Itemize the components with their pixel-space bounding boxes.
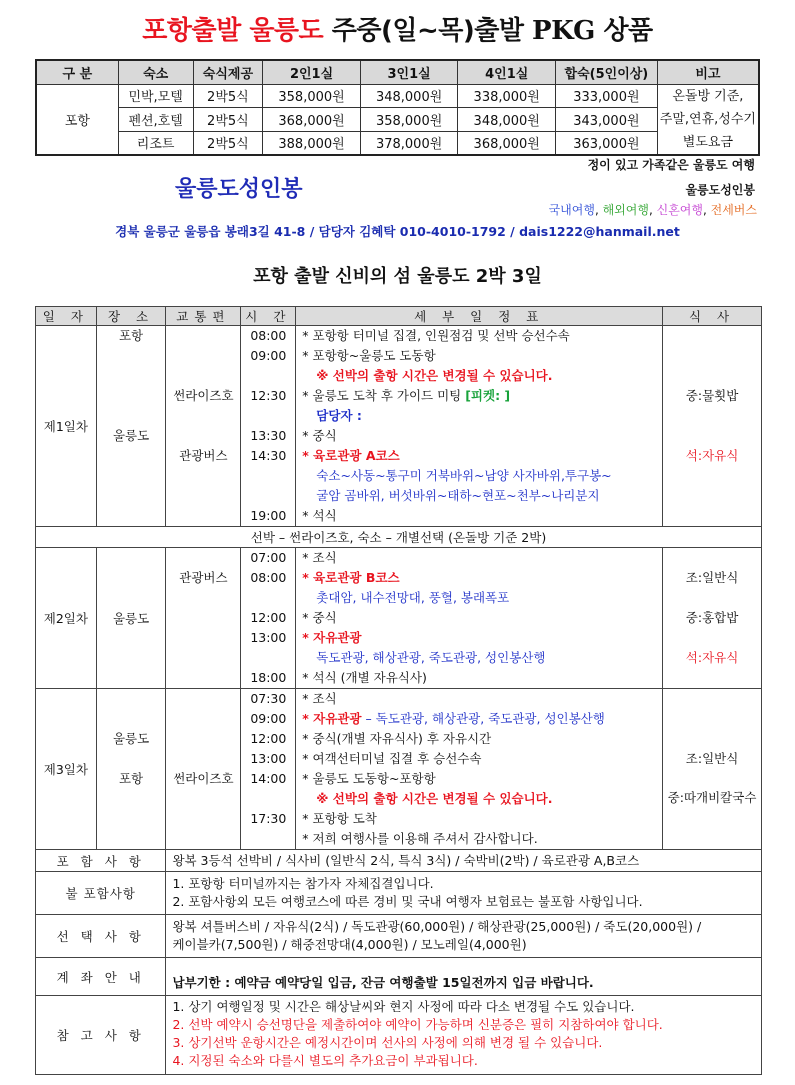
- price-4p: 338,000원: [458, 84, 556, 108]
- meal: 석:자유식: [685, 650, 739, 665]
- detail-line: * 조식: [302, 550, 337, 565]
- price-note-line: 온돌방 기준,: [672, 88, 744, 104]
- account-value: [166, 958, 762, 996]
- price-lodging: 리조트: [118, 131, 193, 155]
- time: 14:30: [250, 448, 287, 463]
- excluded-row: [36, 872, 762, 915]
- meal: 석:자유식: [685, 448, 739, 463]
- price-3p: 378,000원: [360, 131, 458, 155]
- day-row-2: [36, 548, 762, 689]
- price-row: [36, 131, 759, 155]
- schedule-header: 일 자: [36, 307, 97, 326]
- price-lodging: 펜션,호텔: [118, 108, 193, 132]
- service-list: 국내여행, 해외여행, 신혼여행, 전세버스: [548, 203, 757, 217]
- title-part-red: 포항출발 울릉도: [142, 16, 332, 46]
- day1-note-row: [36, 527, 762, 548]
- day-details: [296, 689, 663, 850]
- price-header: 3인1실: [360, 60, 458, 84]
- detail-line: * 저희 여행사를 이용해 주셔서 감사합니다.: [302, 831, 538, 846]
- time: 07:00: [250, 550, 287, 565]
- meal: 조:일반식: [685, 570, 739, 585]
- detail-line: * 석식: [302, 508, 337, 523]
- price-4p: 368,000원: [458, 131, 556, 155]
- info-label: 계 좌 안 내: [36, 958, 166, 996]
- info-text: 2. 선박 예약시 승선명단을 제출하여야 예약이 가능하며 신분증은 필히 지참하여야 합니다.: [172, 1017, 663, 1032]
- time: 13:00: [250, 630, 287, 645]
- price-note: [657, 84, 759, 155]
- itinerary-title: 포항 출발 신비의 섬 울릉도 2박 3일: [253, 266, 542, 287]
- detail-line: * 중식: [302, 428, 337, 443]
- detail-warning: ※ 선박의 출항 시간은 변경될 수 있습니다.: [316, 791, 553, 806]
- info-text: 2. 포함사항외 모든 여행코스에 따른 경비 및 국내 여행자 보험료는 불포함 사항입니다.: [172, 894, 643, 909]
- info-text: 4. 지정된 숙소와 다를시 별도의 추가요금이 부과됩니다.: [172, 1053, 478, 1068]
- price-meals: 2박5식: [193, 84, 263, 108]
- contact-address: 경북 울릉군 울릉읍 봉래3길 41-8 / 담당자 김혜탁 010-4010-1792 / dais1222@hanmail.net: [115, 224, 680, 239]
- price-3p: 358,000원: [360, 108, 458, 132]
- place: 울릉도: [96, 548, 166, 689]
- price-meals: 2박5식: [193, 108, 263, 132]
- price-row: [36, 108, 759, 132]
- service-honeymoon: 신혼여행: [656, 203, 703, 217]
- price-2p: 388,000원: [263, 131, 361, 155]
- time: 13:00: [250, 751, 287, 766]
- time: 13:30: [250, 428, 287, 443]
- day-times: [241, 689, 296, 850]
- price-5p: 333,000원: [556, 84, 658, 108]
- detail-course-stops: – 독도관광, 해상관광, 죽도관광, 성인봉산행: [361, 711, 605, 726]
- detail-course-stops: 숙소~사동~통구미 거북바위~남양 사자바위,투구봉~: [316, 468, 612, 483]
- time: 08:00: [250, 570, 287, 585]
- detail-text: * 울릉도 도착 후 가이드 미팅: [302, 388, 466, 403]
- transport: 썬라이즈호: [173, 388, 234, 403]
- price-meals: 2박5식: [193, 131, 263, 155]
- included-row: [36, 850, 762, 872]
- detail-line: [296, 709, 662, 729]
- schedule-header: 식 사: [663, 307, 762, 326]
- day-transport: [166, 548, 241, 689]
- time: 19:00: [250, 508, 287, 523]
- optional-row: [36, 915, 762, 958]
- price-table: [35, 59, 760, 156]
- time: 14:00: [250, 771, 287, 786]
- price-header: 합숙(5인이상): [556, 60, 658, 84]
- time: 17:30: [250, 811, 287, 826]
- meal: 중:따개비칼국수: [667, 790, 757, 805]
- info-label: 포 함 사 항: [36, 850, 166, 872]
- transport: 관광버스: [179, 448, 228, 463]
- brand-slogan: [588, 153, 755, 203]
- place: 포항: [118, 771, 144, 786]
- title-part-product: 상품: [594, 16, 653, 46]
- detail-line: * 조식: [302, 691, 337, 706]
- day-transport: [166, 326, 241, 527]
- meal: 중:물횟밥: [685, 388, 739, 403]
- detail-line: * 석식 (개별 자유식사): [302, 670, 427, 685]
- service-charter-bus: 전세버스: [710, 203, 757, 217]
- day-meals: [663, 689, 762, 850]
- info-label: 선 택 사 항: [36, 915, 166, 958]
- day-label: 제3일차: [36, 689, 97, 850]
- time: 07:30: [250, 691, 287, 706]
- price-header: 숙식제공: [193, 60, 263, 84]
- schedule-header: 세 부 일 정 표: [296, 307, 663, 326]
- time: [241, 486, 295, 506]
- time: 09:00: [250, 348, 287, 363]
- info-text: 1. 상기 여행일정 및 시간은 해상날씨와 현지 사정에 따라 다소 변경될 수도 있습니다.: [172, 999, 635, 1014]
- day-details: [296, 326, 663, 527]
- price-note-line: 별도요금: [682, 134, 733, 150]
- day-times: [241, 548, 296, 689]
- price-header: 비고: [657, 60, 759, 84]
- info-text: 케이블카(7,500원) / 해중전망대(4,000원) / 모노레일(4,000원): [172, 937, 527, 952]
- detail-line: * 포항항 터미널 집결, 인원점검 및 선박 승선수속: [302, 328, 570, 343]
- time: [241, 406, 295, 426]
- time: [241, 466, 295, 486]
- detail-course: * 자유관광: [302, 711, 362, 726]
- day-row-3: [36, 689, 762, 850]
- time: [241, 829, 295, 849]
- detail-line: * 포항항~울릉도 도동항: [302, 348, 436, 363]
- info-label: 불 포함사항: [36, 872, 166, 915]
- time: 09:00: [250, 711, 287, 726]
- price-header: 숙소: [118, 60, 193, 84]
- time: 08:00: [250, 328, 287, 343]
- day-label: 제2일차: [36, 548, 97, 689]
- day-row-1: [36, 326, 762, 527]
- page-title: [0, 10, 795, 47]
- detail-line: * 울릉도 도동항~포항항: [302, 771, 436, 786]
- brand-name: 울릉도성인봉: [175, 177, 303, 202]
- detail-warning: ※ 선박의 출항 시간은 변경될 수 있습니다.: [316, 368, 553, 383]
- price-5p: 343,000원: [556, 108, 658, 132]
- price-2p: 368,000원: [263, 108, 361, 132]
- included-value: [166, 850, 762, 872]
- info-text: 3. 상기선박 운항시간은 예정시간이며 선사의 사정에 의해 변경 될 수 있습니다.: [172, 1035, 603, 1050]
- price-note-line: 주말,연휴,성수기: [659, 111, 756, 127]
- detail-course-stops: 굴암 곰바위, 버섯바위~태하~현포~천부~나리분지: [316, 488, 600, 503]
- detail-course: * 자유관광: [302, 630, 362, 645]
- day-places: [96, 689, 166, 850]
- time: 12:00: [250, 731, 287, 746]
- notes-value: [166, 996, 762, 1075]
- day-places: [96, 326, 166, 527]
- notes-row: [36, 996, 762, 1075]
- optional-value: [166, 915, 762, 958]
- day-details: [296, 548, 663, 689]
- slogan-line: 정이 있고 가족같은 울릉도 여행: [587, 158, 755, 172]
- detail-course: * 육로관광 A코스: [302, 448, 400, 463]
- price-header: 2인1실: [263, 60, 361, 84]
- schedule-header: 장 소: [96, 307, 166, 326]
- price-4p: 348,000원: [458, 108, 556, 132]
- detail-line: * 여객선터미널 집결 후 승선수속: [302, 751, 482, 766]
- info-text: 왕복 셔틀버스비 / 자유식(2식) / 독도관광(60,000원) / 해상관광(25,000원) / 죽도(20,000원) /: [172, 919, 702, 934]
- place: 울릉도: [112, 428, 150, 443]
- meal: 중:홍합밥: [685, 610, 739, 625]
- info-label: 참 고 사 항: [36, 996, 166, 1075]
- detail-line: [296, 386, 662, 406]
- detail-guide: 담당자 :: [316, 408, 362, 423]
- service-overseas: 해외여행: [602, 203, 649, 217]
- place: 울릉도: [112, 731, 150, 746]
- time: 12:00: [250, 610, 287, 625]
- time: [241, 789, 295, 809]
- day1-note: 선박 – 썬라이즈호, 숙소 – 개별선택 (온돌방 기준 2박): [36, 527, 762, 548]
- detail-line: * 포항항 도착: [302, 811, 377, 826]
- detail-line: * 중식(개별 자유식사) 후 자유시간: [302, 731, 492, 746]
- schedule-header: 시 간: [241, 307, 296, 326]
- time: 12:30: [250, 388, 287, 403]
- info-text: 왕복 3등석 선박비 / 식사비 (일반식 2식, 특식 3식) / 숙박비(2박) / 육로관광 A,B코스: [172, 852, 640, 868]
- info-text: 납부기한 : 예약금 예약당일 입금, 잔금 여행출발 15일전까지 입금 바랍니다.: [172, 975, 594, 990]
- day-meals: [663, 548, 762, 689]
- price-region: 포항: [36, 84, 118, 155]
- day-times: [241, 326, 296, 527]
- price-2p: 358,000원: [263, 84, 361, 108]
- transport: 썬라이즈호: [173, 771, 234, 786]
- price-row: [36, 84, 759, 108]
- schedule-table: [35, 306, 762, 1075]
- price-header-row: [36, 60, 759, 84]
- time: 18:00: [250, 670, 287, 685]
- price-5p: 363,000원: [556, 131, 658, 155]
- picket-label: [피켓: ]: [465, 388, 511, 403]
- day-label: 제1일차: [36, 326, 97, 527]
- price-header: 구 분: [36, 60, 118, 84]
- slogan-line: 울릉도성인봉: [685, 183, 755, 197]
- schedule-header: 교통편: [166, 307, 241, 326]
- price-3p: 348,000원: [360, 84, 458, 108]
- price-header: 4인1실: [458, 60, 556, 84]
- excluded-value: [166, 872, 762, 915]
- time: [241, 588, 295, 608]
- detail-course-stops: 독도관광, 해상관광, 죽도관광, 성인봉산행: [316, 650, 546, 665]
- service-domestic: 국내여행: [548, 203, 595, 217]
- place: 포항: [118, 328, 144, 343]
- account-row: [36, 958, 762, 996]
- transport: 관광버스: [179, 570, 228, 585]
- price-lodging: 민박,모텔: [118, 84, 193, 108]
- time: [241, 366, 295, 386]
- day-meals: [663, 326, 762, 527]
- meal: 조:일반식: [685, 751, 739, 766]
- day-transport: [166, 689, 241, 850]
- time: [241, 648, 295, 668]
- detail-course-stops: 촛대암, 내수전망대, 풍혈, 봉래폭포: [316, 590, 510, 605]
- info-text: 1. 포항항 터미널까지는 참가자 자체집결입니다.: [172, 876, 434, 891]
- detail-line: * 중식: [302, 610, 337, 625]
- title-part-weekday: 주중(일~목)출발: [331, 16, 533, 46]
- title-part-pkg: PKG: [532, 16, 595, 46]
- schedule-header-row: [36, 307, 762, 326]
- detail-course: * 육로관광 B코스: [302, 570, 400, 585]
